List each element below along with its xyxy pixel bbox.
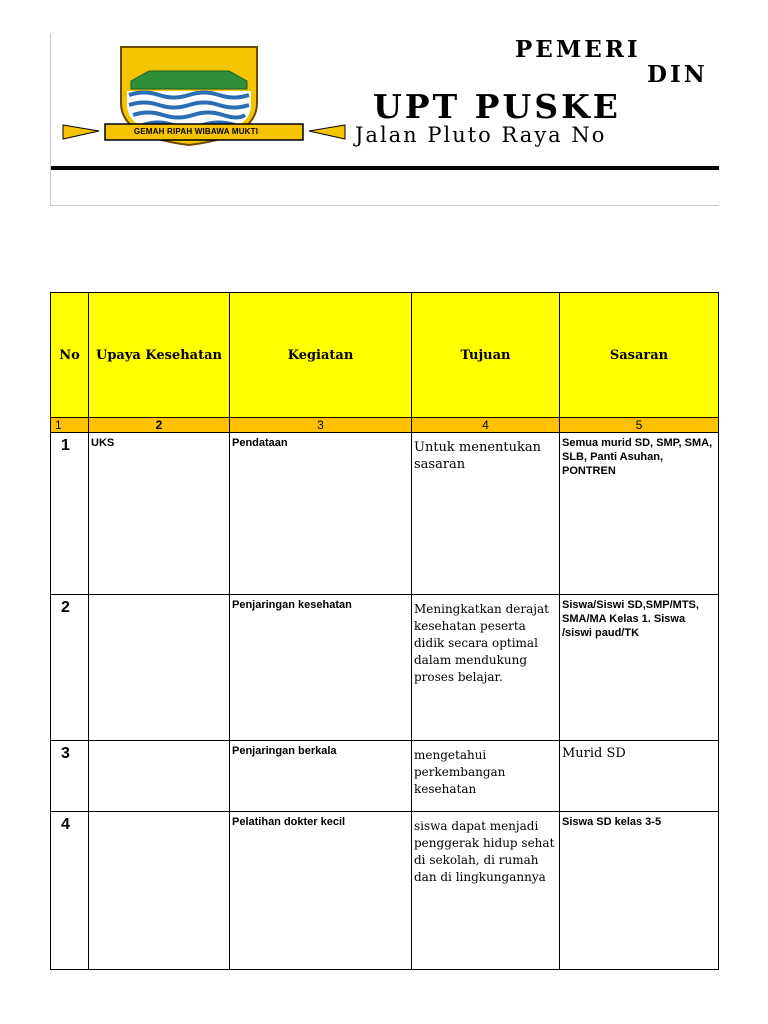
- col-header-tujuan: Tujuan: [412, 293, 560, 418]
- col-header-upaya: Upaya Kesehatan: [89, 293, 230, 418]
- col-number-3: 3: [230, 418, 412, 433]
- header-line-dinas: DIN: [647, 61, 708, 88]
- col-number-2: 2: [89, 418, 230, 433]
- header-divider: [51, 166, 719, 170]
- row-3-sasaran: Murid SD: [560, 741, 719, 812]
- header-line-pemerintah: PEMERI: [515, 36, 641, 63]
- row-4-kegiatan: Pelatihan dokter kecil: [230, 812, 412, 970]
- row-1-upaya: UKS: [89, 433, 230, 595]
- row-2-sasaran: Siswa/Siswi SD,SMP/MTS, SMA/MA Kelas 1. Siswa /siswi paud/TK: [560, 595, 719, 741]
- col-number-4: 4: [412, 418, 560, 433]
- row-3-upaya: [89, 741, 230, 812]
- row-3-kegiatan: Penjaringan berkala: [230, 741, 412, 812]
- row-2-upaya: [89, 595, 230, 741]
- col-number-1: 1: [51, 418, 89, 433]
- row-1-kegiatan: Pendataan: [230, 433, 412, 595]
- row-1-tujuan: Untuk menentukan sasaran: [412, 433, 560, 595]
- row-4-no: 4: [51, 812, 89, 970]
- activity-table: [50, 292, 719, 970]
- row-1-no: 1: [51, 433, 89, 595]
- row-3-tujuan: mengetahui perkembangan kesehatan: [412, 741, 560, 812]
- row-1-sasaran: Semua murid SD, SMP, SMA, SLB, Panti Asuhan, PONTREN: [560, 433, 719, 595]
- header-line-upt: UPT PUSKE: [373, 87, 621, 126]
- row-3-no: 3: [51, 741, 89, 812]
- row-4-upaya: [89, 812, 230, 970]
- logo-motto: GEMAH RIPAH WIBAWA MUKTI: [133, 127, 259, 136]
- row-2-kegiatan: Penjaringan kesehatan: [230, 595, 412, 741]
- col-number-5: 5: [560, 418, 719, 433]
- letterhead: [50, 33, 719, 206]
- col-header-kegiatan: Kegiatan: [230, 293, 412, 418]
- col-header-no: No: [51, 293, 89, 418]
- row-4-sasaran: Siswa SD kelas 3-5: [560, 812, 719, 970]
- col-header-sasaran: Sasaran: [560, 293, 719, 418]
- header-line-address: Jalan Pluto Raya No: [355, 123, 607, 147]
- row-4-tujuan: siswa dapat menjadi penggerak hidup sehat di sekolah, di rumah dan di lingkungannya: [412, 812, 560, 970]
- row-2-tujuan: Meningkatkan derajat kesehatan peserta didik secara optimal dalam mendukung proses belajar.: [412, 595, 560, 741]
- row-2-no: 2: [51, 595, 89, 741]
